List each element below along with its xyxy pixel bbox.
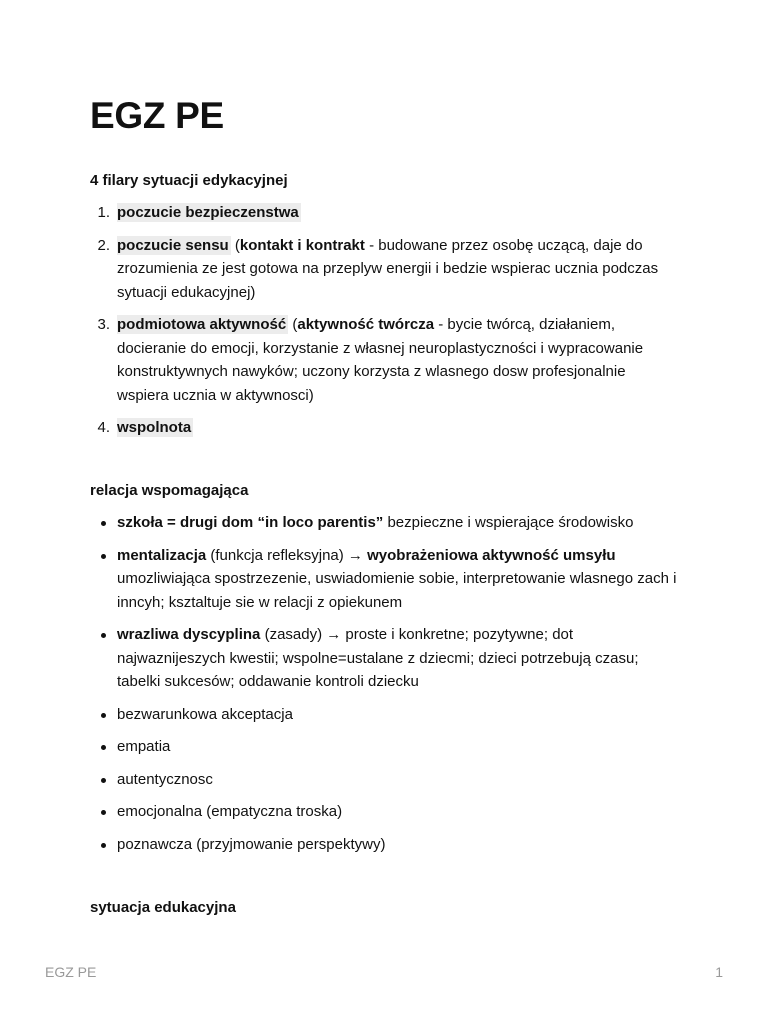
item-text: ( [230, 236, 240, 254]
highlighted-term: poczucie bezpieczenstwa [117, 204, 299, 221]
numbered-list-filary [90, 201, 680, 449]
bullet-list-relacja [90, 511, 680, 865]
list-item [90, 833, 680, 857]
list-item [90, 234, 680, 305]
item-text: empatia [117, 738, 171, 755]
item-text: bezwarunkowa akceptacja [117, 705, 293, 723]
item-text: ( [288, 316, 298, 333]
highlighted-term: poczucie sensu [117, 236, 229, 254]
footer-document-title: EGZ PE [45, 964, 97, 980]
bullet-icon [101, 521, 106, 526]
bold-term: aktywność twórcza [297, 316, 435, 333]
bold-term: kontakt i kontrakt [239, 236, 365, 254]
item-text: - budowane przez osobę uczącą, daje do zrozumienia ze jest gotowa na przeplyw energii i bedzie wspierac ucznia podczas sytuacji edukacyjnej) [117, 236, 659, 301]
bullet-icon [101, 713, 106, 718]
section-heading-relacja: relacja wspomagająca [90, 482, 249, 499]
list-item [90, 511, 680, 535]
bullet-icon [101, 778, 106, 783]
list-item [90, 800, 680, 824]
list-item [90, 544, 680, 615]
footer-page-number: 1 [715, 964, 723, 980]
highlighted-term: wspolnota [117, 419, 192, 436]
bold-term: szkoła = drugi dom “in loco parentis” [117, 514, 384, 531]
item-text: autentycznosc [117, 770, 213, 788]
item-text: (funkcja refleksyjna) → [206, 546, 368, 564]
list-item [90, 735, 680, 759]
bullet-icon [101, 745, 106, 750]
item-text: umozliwiająca spostrzezenie, uswiadomienie sobie, interpretowanie wlasnego zach i inncyh; ksztaltuje sie w relacji z opiekunem [117, 570, 677, 611]
bold-term: wyobrażeniowa aktywność umsyłu [367, 546, 616, 564]
item-text: bezpieczne i wspierające środowisko [383, 514, 634, 531]
bold-term: mentalizacja [117, 546, 207, 564]
section-heading-sytuacja: sytuacja edukacyjna [90, 899, 236, 916]
list-number: 3. [97, 316, 110, 333]
item-text: - bycie twórcą, działaniem, docieranie do emocji, korzystanie z własnej neuroplastyczności i wypracowanie konstruktywnych nawyków; uczony korzysta z wlasnego dosw profesjonalnie wspiera ucznia w aktywnosci) [117, 316, 644, 404]
list-item [90, 768, 680, 792]
bullet-icon [101, 843, 106, 848]
document-title: EGZ PE [90, 95, 224, 136]
item-text: poznawcza (przyjmowanie perspektywy) [117, 835, 386, 853]
list-number: 1. [97, 204, 110, 221]
item-text: emocjonalna (empatyczna troska) [117, 803, 343, 820]
bullet-icon [101, 810, 106, 815]
bullet-icon [101, 633, 106, 638]
list-number: 4. [97, 419, 110, 436]
list-item [90, 703, 680, 727]
list-number: 2. [97, 236, 110, 254]
list-item [90, 623, 680, 694]
bullet-icon [101, 554, 106, 559]
list-item [90, 416, 680, 440]
list-item [90, 313, 680, 407]
highlighted-term: podmiotowa aktywność [117, 316, 287, 333]
item-text: (zasady) → proste i konkretne; pozytywne; dot najwaznijeszych kwestii; wspolne=ustalane z dziecmi; dzieci potrzebują czasu; tabelki sukcesów; oddawanie kontroli dziecku [117, 626, 639, 690]
section-heading-filary: 4 filary sytuacji edykacyjnej [90, 172, 288, 189]
bold-term: wrazliwa dyscyplina [117, 626, 261, 643]
list-item [90, 201, 680, 225]
